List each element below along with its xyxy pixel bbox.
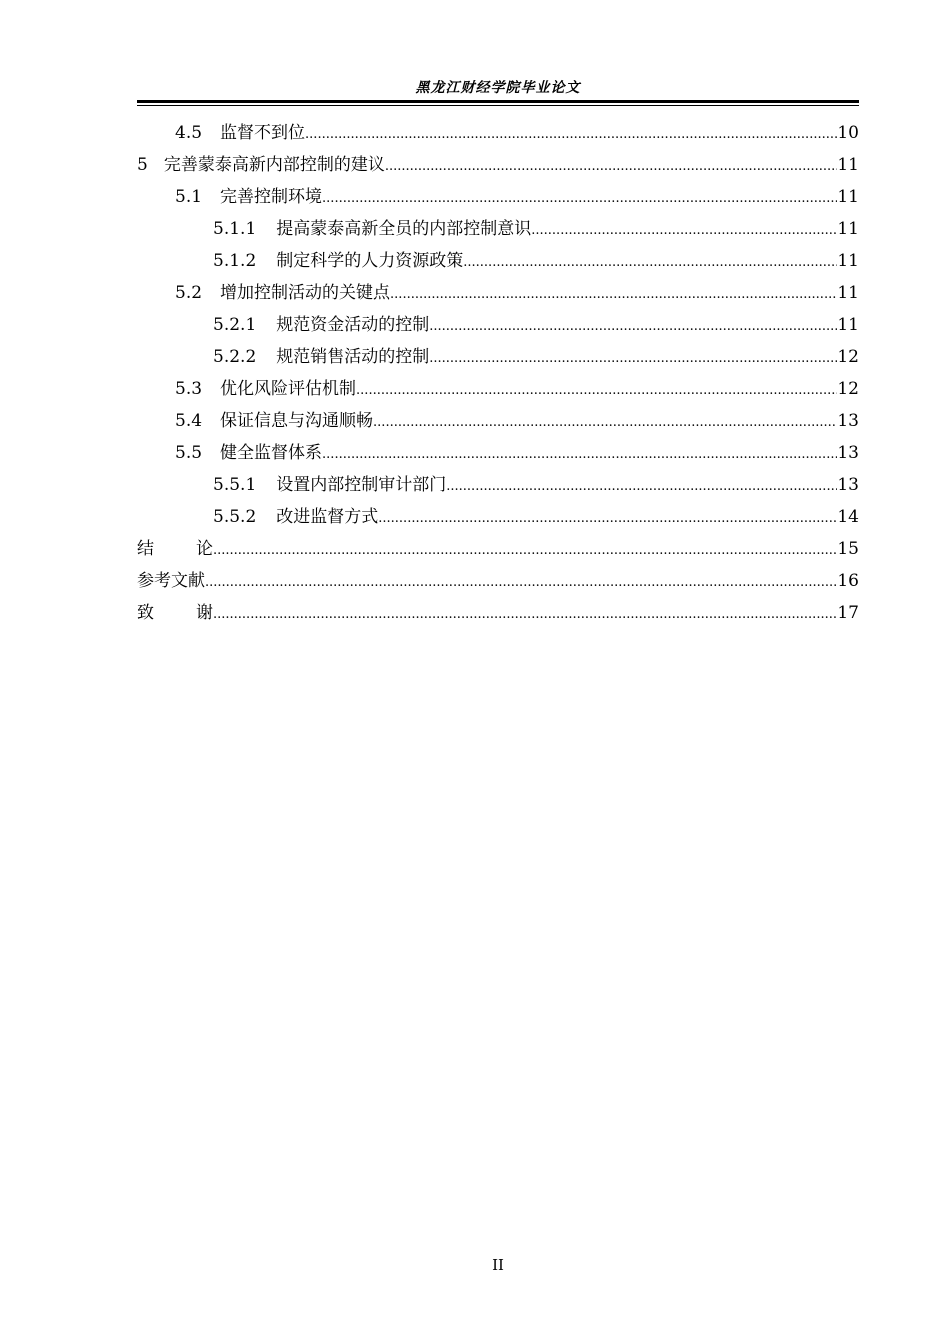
toc-leader-dots <box>305 119 837 151</box>
page-number-footer: II <box>492 1256 504 1274</box>
toc-entry[interactable] <box>137 469 859 501</box>
toc-entry-conclusion[interactable] <box>137 533 859 565</box>
toc-leader-dots <box>531 215 837 247</box>
toc-leader-dots <box>429 343 837 375</box>
toc-entry-title: 完善控制环境 <box>220 187 323 207</box>
toc-entry-number: 5.4 <box>175 411 203 431</box>
toc-entry-number: 5.5.2 <box>213 507 257 527</box>
toc-entry-page: 13 <box>837 411 859 431</box>
toc-entry-page: 13 <box>837 443 859 463</box>
header-rule-thin <box>137 105 859 106</box>
toc-entry[interactable] <box>137 245 859 277</box>
toc-entry-number: 5.3 <box>175 379 203 399</box>
toc-leader-dots <box>213 535 837 567</box>
toc-leader-dots <box>322 439 837 471</box>
toc-leader-dots <box>356 375 837 407</box>
toc-entry-number: 5 <box>137 155 148 175</box>
toc-entry-page: 12 <box>837 379 859 399</box>
toc-entry[interactable] <box>137 277 859 309</box>
toc-entry-page: 14 <box>837 507 859 527</box>
toc-entry-title: 增加控制活动的关键点 <box>220 283 391 303</box>
toc-entry-title: 参考文献 <box>137 571 205 591</box>
toc-leader-dots <box>378 503 837 535</box>
toc-leader-dots <box>390 279 837 311</box>
toc-entry-number: 4.5 <box>175 123 203 143</box>
toc-entry-title: 优化风险评估机制 <box>220 379 357 399</box>
toc-entry[interactable] <box>137 405 859 437</box>
toc-entry-page: 11 <box>837 155 859 175</box>
toc-entry[interactable] <box>137 341 859 373</box>
header-rule-thick <box>137 100 859 103</box>
toc-entry-page: 13 <box>837 475 859 495</box>
toc-entry-number: 5.5.1 <box>213 475 257 495</box>
toc-entry-title: 健全监督体系 <box>220 443 323 463</box>
toc-entry-number: 5.5 <box>175 443 203 463</box>
toc-entry-number: 5.2.1 <box>213 315 257 335</box>
toc-leader-dots <box>322 183 837 215</box>
toc-entry[interactable] <box>137 309 859 341</box>
toc-entry-page: 10 <box>837 123 859 143</box>
toc-entry-number: 5.1.2 <box>213 251 257 271</box>
toc-leader-dots <box>446 471 837 503</box>
toc-entry-title: 完善蒙泰高新内部控制的建议 <box>163 155 385 175</box>
toc-leader-dots <box>373 407 837 439</box>
toc-leader-dots <box>205 567 837 599</box>
page-header: 黑龙江财经学院毕业论文 <box>415 80 581 96</box>
toc-entry-page: 11 <box>837 283 859 303</box>
toc-entry-title: 致谢 <box>137 603 255 623</box>
toc-entry[interactable] <box>137 117 859 149</box>
toc-entry-references[interactable] <box>137 565 859 597</box>
toc-entry[interactable] <box>137 437 859 469</box>
toc-leader-dots <box>429 311 837 343</box>
toc-entry-number: 5.2 <box>175 283 203 303</box>
toc-leader-dots <box>385 151 838 183</box>
table-of-contents <box>137 117 859 629</box>
toc-entry-title: 规范资金活动的控制 <box>276 315 430 335</box>
toc-entry[interactable] <box>137 149 859 181</box>
toc-entry-page: 11 <box>837 219 859 239</box>
toc-entry-title: 提高蒙泰高新全员的内部控制意识 <box>276 219 532 239</box>
toc-entry-page: 12 <box>837 347 859 367</box>
toc-entry-acknowledgements[interactable] <box>137 597 859 629</box>
toc-entry-page: 11 <box>837 315 859 335</box>
toc-entry[interactable] <box>137 213 859 245</box>
toc-leader-dots <box>463 247 837 279</box>
toc-entry-page: 11 <box>837 251 859 271</box>
toc-entry-number: 5.2.2 <box>213 347 257 367</box>
toc-entry-title: 改进监督方式 <box>276 507 379 527</box>
toc-entry-page: 15 <box>837 539 859 559</box>
toc-entry-title: 制定科学的人力资源政策 <box>276 251 464 271</box>
toc-entry-title: 规范销售活动的控制 <box>276 347 430 367</box>
toc-entry[interactable] <box>137 373 859 405</box>
toc-entry[interactable] <box>137 181 859 213</box>
toc-entry[interactable] <box>137 501 859 533</box>
toc-entry-page: 17 <box>837 603 859 623</box>
toc-entry-number: 5.1.1 <box>213 219 257 239</box>
toc-entry-title: 设置内部控制审计部门 <box>276 475 447 495</box>
toc-entry-page: 11 <box>837 187 859 207</box>
toc-entry-title: 监督不到位 <box>220 123 306 143</box>
toc-entry-title: 保证信息与沟通顺畅 <box>220 411 374 431</box>
toc-entry-title: 结论 <box>137 539 255 559</box>
toc-entry-page: 16 <box>837 571 859 591</box>
toc-leader-dots <box>213 599 837 631</box>
toc-entry-number: 5.1 <box>175 187 203 207</box>
